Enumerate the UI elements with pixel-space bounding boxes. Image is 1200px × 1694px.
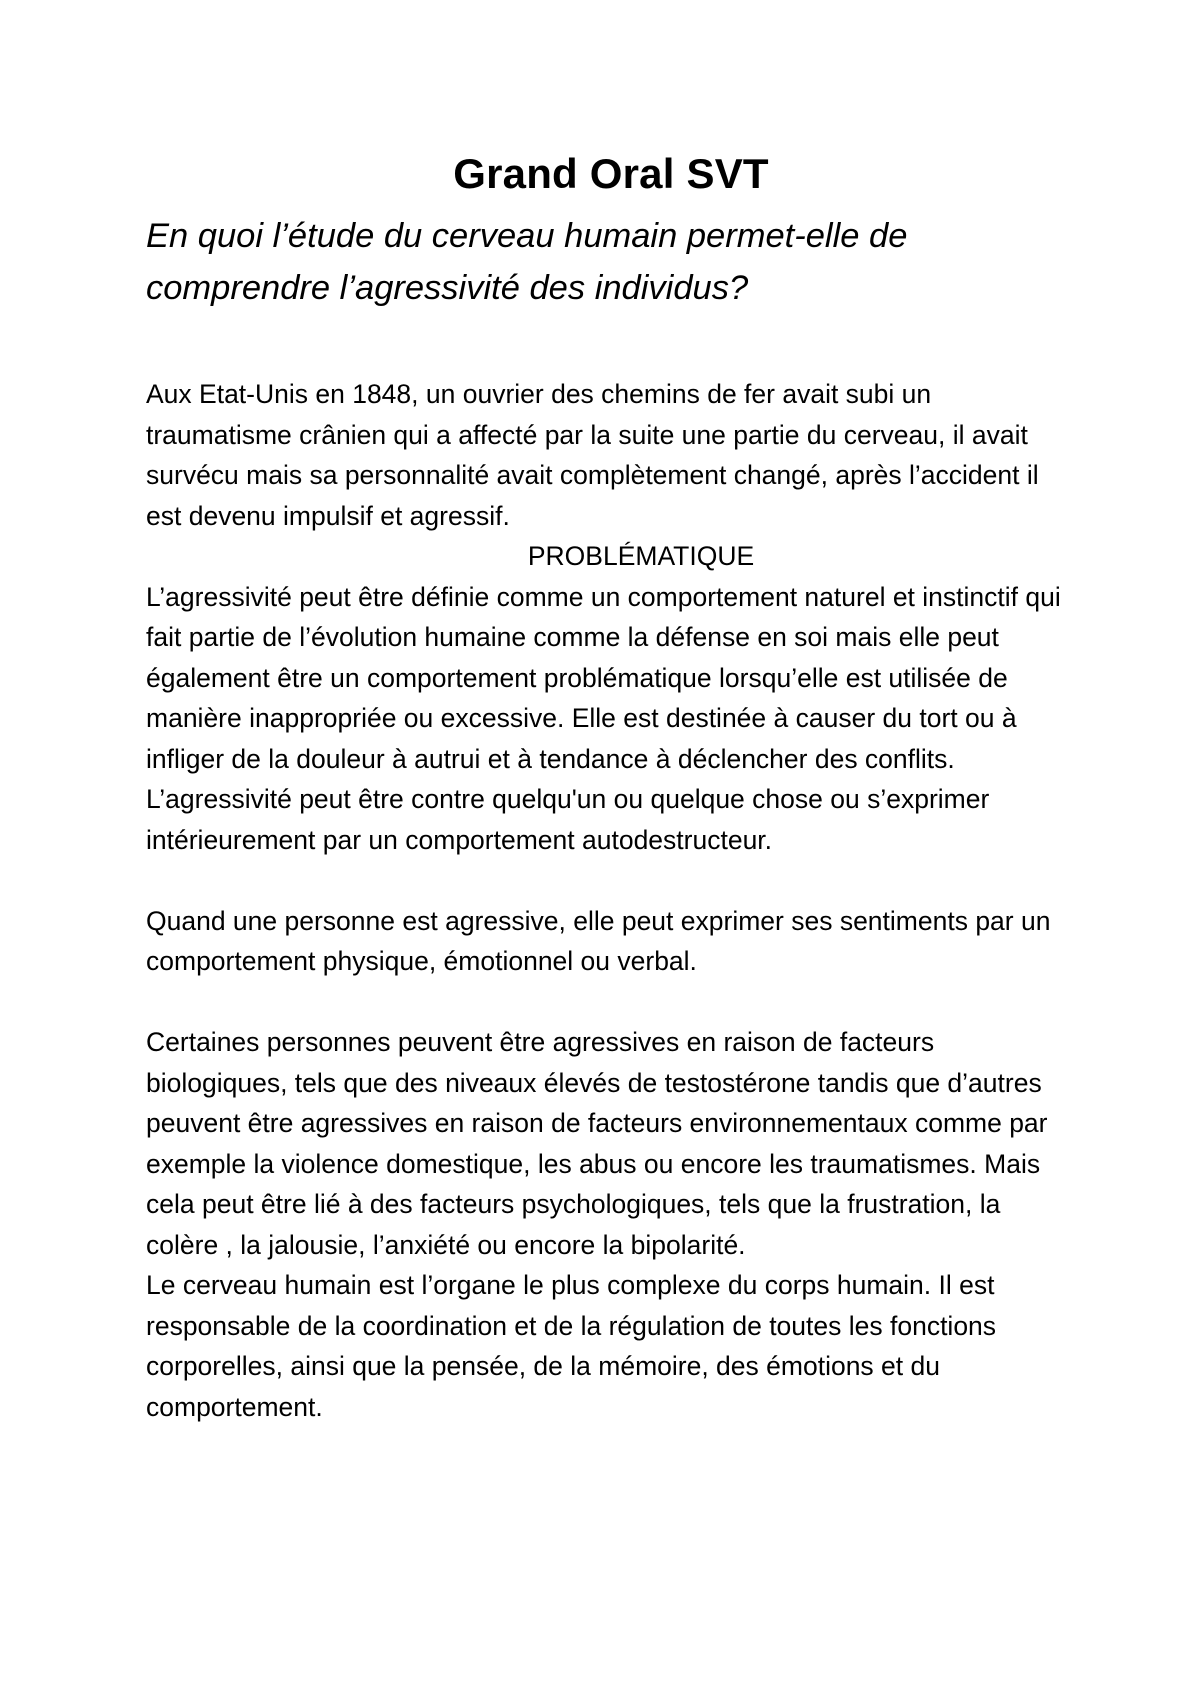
brain-paragraph: Le cerveau humain est l’organe le plus complexe du corps humain. Il est responsable de la coordination et de la régulation de toutes les fonctions corporelles, ainsi que la pensée, de la mémoire, des émotions et du comportement. — [146, 1270, 997, 1422]
problematique-heading: PROBLÉMATIQUE — [527, 541, 755, 571]
factors-paragraph: Certaines personnes peuvent être agressives en raison de facteurs biologiques, tels que des niveaux élevés de testostérone tandis que d’autres peuvent être agressives en raison de facteurs environnementaux comme par exemple la violence domestique, les abus ou encore les traumatismes. Mais cela peut être lié à des facteurs psychologiques, tels que la frustration, la colère , la jalousie, l’anxiété ou encore la bipolarité. — [146, 1027, 1048, 1260]
expression-paragraph: Quand une personne est agressive, elle peut exprimer ses sentiments par un comportement physique, émotionnel ou verbal. — [146, 905, 1051, 976]
blank-line — [146, 982, 1076, 1023]
blank-line — [146, 860, 1076, 901]
document-title: Grand Oral SVT — [453, 150, 769, 197]
document-content — [146, 146, 1076, 1427]
definition-paragraph: L’agressivité peut être définie comme un comportement naturel et instinctif qui fait partie de l’évolution humaine comme la défense en soi mais elle peut également être un comportement problématique lorsqu’elle est utilisée de manière inappropriée ou excessive. Elle est destinée à causer du tort ou à infliger de la douleur à autrui et à tendance à déclencher des conflits. L’agressivité peut être contre quelqu'un ou quelque chose ou s’exprimer intérieurement par un comportement autodestructeur. — [146, 581, 1061, 855]
spacer — [146, 314, 1076, 374]
intro-paragraph: Aux Etat-Unis en 1848, un ouvrier des chemins de fer avait subi un traumatisme crânien qui a affecté par la suite une partie du cerveau, il avait survécu mais sa personnalité avait complètement changé, après l’accident il est devenu impulsif et agressif. — [146, 379, 1039, 531]
document-subtitle: En quoi l’étude du cerveau humain permet-elle de comprendre l’agressivité des individus? — [146, 217, 908, 307]
